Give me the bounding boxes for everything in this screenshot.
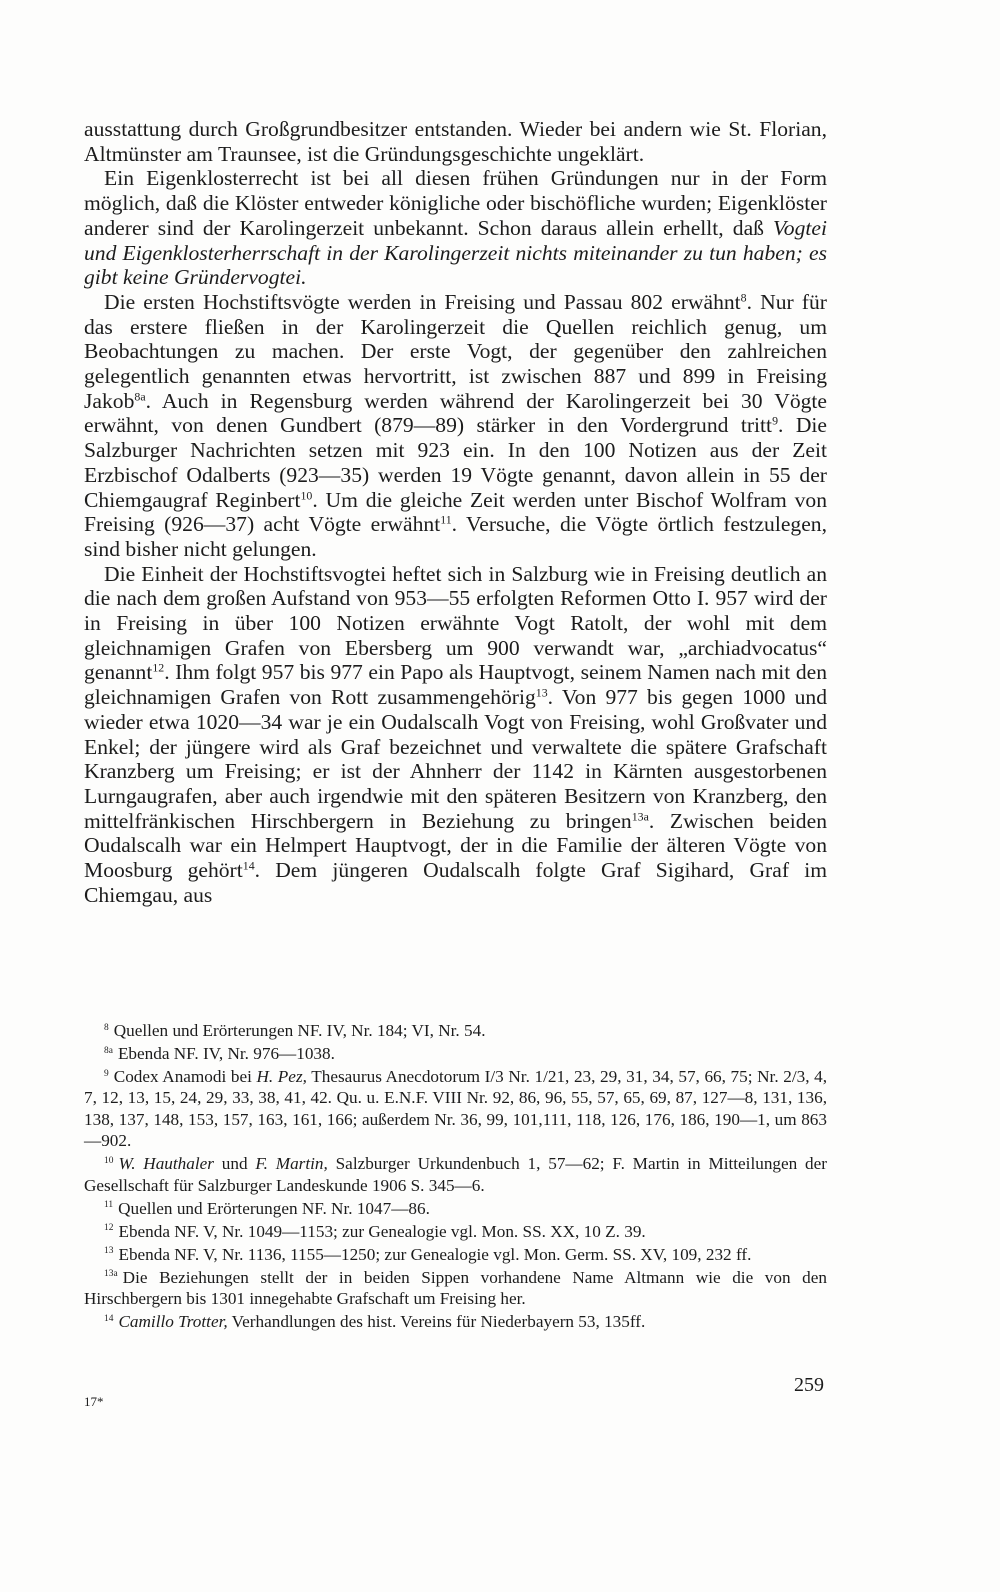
text-run: Ebenda NF. V, Nr. 1136, 1155—1250; zur Genealogie vgl. Mon. Germ. SS. XV, 109, 232 ff.	[118, 1244, 752, 1264]
footnote-mark: 13a	[104, 1269, 118, 1280]
text-run: und	[213, 1154, 256, 1174]
emphasis-text: Camillo Trotter,	[118, 1312, 228, 1332]
text-run: . Nur für das erstere fließen in der Karolingerzeit die Quellen reichlich genug, um Beobachtungen zu machen. Der erste Vogt, der gegenüber den zahlreichen gelegentlich genannten etwas hervortritt, ist zwischen 887 und 899 in Freising Jakob	[84, 289, 827, 413]
text-run: Salzburger Urkundenbuch 1, 57—62; F. Martin in Mitteilungen der Gesellschaft für Salzburger Landeskunde 1906 S. 345—6.	[84, 1154, 827, 1195]
footnote-mark: 10	[104, 1156, 114, 1167]
footnote	[84, 1244, 827, 1265]
text-run: . Die Salzburger Nachrichten setzen mit 923 ein. In den 100 Notizen aus der Zeit Erzbischof Odalberts (923—35) werden 19 Vögte genannt, davon allein in 55 der Chiemgaugraf Reginbert	[84, 413, 827, 512]
footnote-ref: 14	[242, 858, 255, 873]
footnote-mark: 8a	[104, 1045, 113, 1056]
footnote	[84, 1311, 827, 1332]
paragraph	[84, 290, 827, 562]
text-run: . Um die gleiche Zeit werden unter Bischof Wolfram von Freising (926—37) acht Vögte erwähnt	[84, 487, 827, 537]
text-run: . Ihm folgt 957 bis 977 ein Papo als Hauptvogt, seinem Namen nach mit den gleichnamigen Grafen von Rott zusammengehörig	[84, 660, 827, 710]
emphasis-text: H. Pez,	[256, 1067, 307, 1086]
footnote	[84, 1020, 827, 1041]
text-run: . Auch in Regensburg werden während der Karolingerzeit bei 30 Vögte erwähnt, von denen Gundbert (879—89) stärker in den Vordergrund tritt	[84, 388, 827, 438]
text-run: Quellen und Erörterungen NF. Nr. 1047—86.	[118, 1198, 430, 1218]
footnote	[84, 1221, 827, 1242]
footnote-ref: 9	[772, 413, 778, 428]
footnote-mark: 14	[104, 1313, 114, 1324]
main-text	[84, 117, 827, 908]
emphasis-text: W. Hauthaler	[118, 1154, 214, 1174]
text-run: Codex Anamodi bei	[113, 1067, 257, 1086]
footnote-ref: 8a	[134, 389, 146, 404]
footnote-ref: 12	[152, 660, 165, 675]
text-run: . Versuche, die Vögte örtlich festzulegen, sind bisher nicht gelungen.	[84, 512, 827, 561]
text-run: . Von 977 bis gegen 1000 und wieder etwa 1020—34 war je ein Oudalscalh Vogt von Freising, wohl Großvater und Enkel; der jüngere wird als Graf bezeichnet und verwaltete die spätere Grafschaft Kranzberg um Freising; er ist der Ahnherr der 1142 in Kärnten ausgestorbenen Lurngaugrafen, aber auch irgendwie mit den späteren Besitzern von Kranzberg, den mittelfränkischen Hirschbergern in Beziehung zu bringen	[84, 685, 827, 833]
text-run: Thesaurus Anecdotorum I/3 Nr. 1/21, 23, 29, 31, 34, 57, 66, 75; Nr. 2/3, 4, 7, 12, 13, 15, 24, 29, 33, 38, 41, 42. Qu. u. E.N.F. VIII Nr. 92, 86, 96, 55, 57, 65, 69, 87, 127—8, 131, 136, 138, 137, 148, 153, 157, 163, 161, 166; außerdem Nr. 36, 99, 101,111, 118, 126, 176, 186, 190—1, um 863—902.	[84, 1067, 828, 1151]
footnote-ref: 13	[535, 685, 548, 700]
printer-signature: 17*	[84, 1394, 104, 1409]
footnote	[84, 1153, 827, 1196]
emphasis-text: F. Martin,	[255, 1154, 328, 1174]
footnote-mark: 12	[104, 1223, 114, 1234]
footnote-mark: 9	[104, 1068, 109, 1079]
paragraph	[84, 117, 827, 166]
text-run: Ein Eigenklosterrecht ist bei all diesen frühen Gründungen nur in der Form möglich, daß die Klöster entweder königliche oder bischöfliche wurden; Eigenklöster anderer sind der Karolingerzeit unbekannt. Schon daraus allein erhellt, daß	[84, 166, 827, 240]
footnote-mark: 13	[104, 1246, 114, 1257]
text-run: ausstattung durch Großgrundbesitzer entstanden. Wieder bei andern wie St. Florian, Altmünster am Traunsee, ist die Gründungsgeschichte ungeklärt.	[84, 117, 827, 166]
footnote-ref: 8	[740, 290, 747, 305]
text-run: Ebenda NF. V, Nr. 1049—1153; zur Genealogie vgl. Mon. SS. XX, 10 Z. 39.	[118, 1221, 646, 1241]
emphasis-text: Vogtei und Eigenklosterherrschaft in der Karolingerzeit nichts miteinander zu tun haben; es gibt keine Gründervogtei.	[84, 215, 827, 290]
text-run: Verhandlungen des hist. Vereins für Niederbayern 53, 135ff.	[227, 1312, 646, 1332]
page-number: 259	[794, 1374, 824, 1396]
footnote-ref: 10	[300, 487, 313, 502]
footnote-ref: 11	[440, 512, 452, 527]
text-run: Die ersten Hochstiftsvögte werden in Freising und Passau 802 erwähnt	[104, 289, 741, 314]
text-run: Ebenda NF. IV, Nr. 976—1038.	[117, 1044, 335, 1063]
footnote	[84, 1198, 827, 1219]
text-run: Quellen und Erörterungen NF. IV, Nr. 184; VI, Nr. 54.	[113, 1021, 486, 1040]
footnote-ref: 13a	[631, 808, 649, 823]
text-run: . Zwischen beiden Oudalscalh war ein Helmpert Hauptvogt, der in die Familie der älteren Vögte von Moosburg gehört	[84, 808, 827, 883]
paragraph	[84, 166, 827, 290]
footnotes	[84, 1020, 827, 1334]
paragraph	[84, 562, 827, 908]
footnote-mark: 8	[104, 1022, 109, 1033]
text-run: Die Einheit der Hochstiftsvogtei heftet sich in Salzburg wie in Freising deutlich an die nach dem großen Aufstand von 953—55 erfolgten Reformen Otto I. 957 wird der in Freising in über 100 Notizen erwähnte Vogt Ratolt, der wohl mit dem gleichnamigen Grafen von Ebersberg um 900 verwandt war, „archiadvocatus“ genannt	[84, 561, 827, 685]
text-run: Die Beziehungen stellt der in beiden Sippen vorhandene Name Altmann wie die von den Hirschbergern bis 1301 innegehabte Grafschaft um Freising her.	[84, 1267, 827, 1309]
footnote	[84, 1267, 827, 1310]
footnote-mark: 11	[104, 1200, 114, 1211]
text-run: . Dem jüngeren Oudalscalh folgte Graf Sigihard, Graf im Chiemgau, aus	[84, 858, 828, 907]
footnote	[84, 1043, 827, 1064]
footnote	[84, 1066, 827, 1152]
